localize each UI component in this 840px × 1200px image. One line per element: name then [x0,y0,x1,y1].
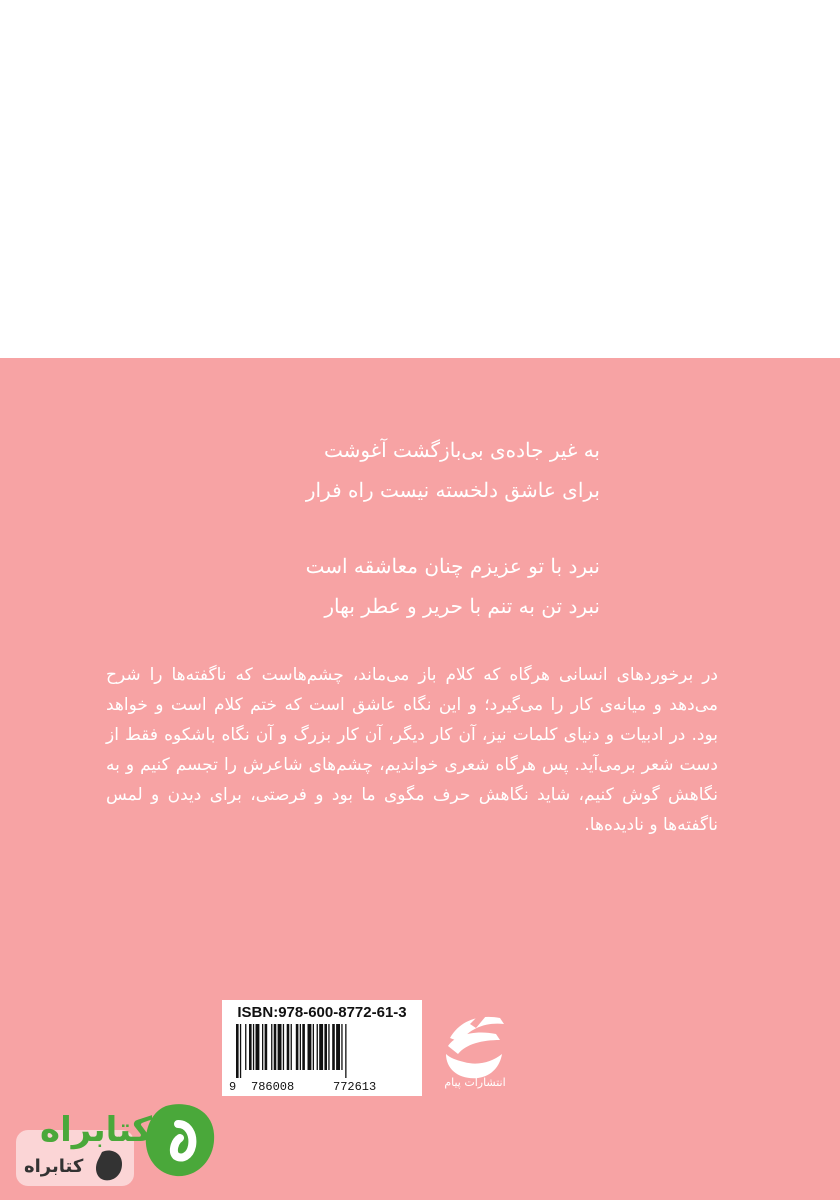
barcode-bar [236,1024,239,1078]
barcode-bar [336,1024,340,1070]
barcode-bar [265,1024,268,1070]
barcode-bar [283,1024,284,1070]
barcode-bar [262,1024,263,1070]
barcode-icon [228,1024,416,1078]
barcode-bar [317,1024,318,1070]
barcode-bar [291,1024,292,1070]
isbn-digits [228,1078,416,1094]
watermark-name-primary: کتابراه [40,1110,153,1150]
watermark-name-secondary: کتابراه [24,1156,84,1177]
barcode-bar [274,1024,277,1070]
barcode-bar [319,1024,323,1070]
barcode-bar [287,1024,290,1070]
barcode-bar [313,1024,314,1070]
barcode-bar [296,1024,299,1070]
poem-line: نبرد تن به تنم با حریر و عطر بهار [324,594,600,618]
poem-stanza-1 [200,430,600,510]
barcode-bar [345,1024,346,1078]
isbn-digit-first: 9 [229,1080,237,1094]
barcode-bar [328,1024,329,1070]
barcode-bar [278,1024,282,1070]
blurb-paragraph: در برخوردهای انسانی هرگاه که کلام باز می‌ماند، چشم‌هاست که ناگفته‌ها را شرح می‌دهد و میانه‌ی کار را می‌گیرد؛ و این نگاه عاشق است که ختم کلام است و خواهد بود. در ادبیات و دنیای کلمات نیز، آن کار دیگر، آن کار بزرگ و آن نگاه باشکوه فقط از دست شعر برمی‌آید. پس هرگاه شعری خواندیم، چشم‌های شاعرش را تجسم کنیم و به نگاهش گوش کنیم، شاید نگاهش حرف مگوی ما بود و فرصتی، برای دیدن و لمس ناگفته‌ها و نادیده‌ها. [106,665,718,835]
poem-line: به غیر جاده‌ی بی‌بازگشت آغوشت [323,438,600,462]
poem-block [200,430,600,662]
top-blank-area [0,0,840,358]
poem-line: برای عاشق دلخسته نیست راه فرار [305,478,600,502]
isbn-label: ISBN:978-600-8772-61-3 [237,1004,407,1021]
barcode-bar [245,1024,246,1070]
barcode-bar [249,1024,252,1070]
isbn-digits-right: 772613 [333,1080,377,1094]
poem-line: نبرد با تو عزیزم چنان معاشقه است [305,554,600,578]
barcode-bar [253,1024,254,1070]
barcode-bar [308,1024,312,1070]
isbn-digits-left: 786008 [251,1080,295,1094]
barcode-bar [341,1024,342,1070]
barcode-bar [324,1024,327,1070]
barcode-bar [302,1024,305,1070]
barcode-bar [300,1024,301,1070]
isbn-barcode-box [222,1000,422,1096]
publisher-name: انتشارات پیام [444,1076,506,1089]
barcode-bar [271,1024,272,1070]
barcode-bar [240,1024,241,1078]
barcode-bar [256,1024,260,1070]
poem-stanza-2 [200,546,600,626]
barcode-bar [332,1024,335,1070]
